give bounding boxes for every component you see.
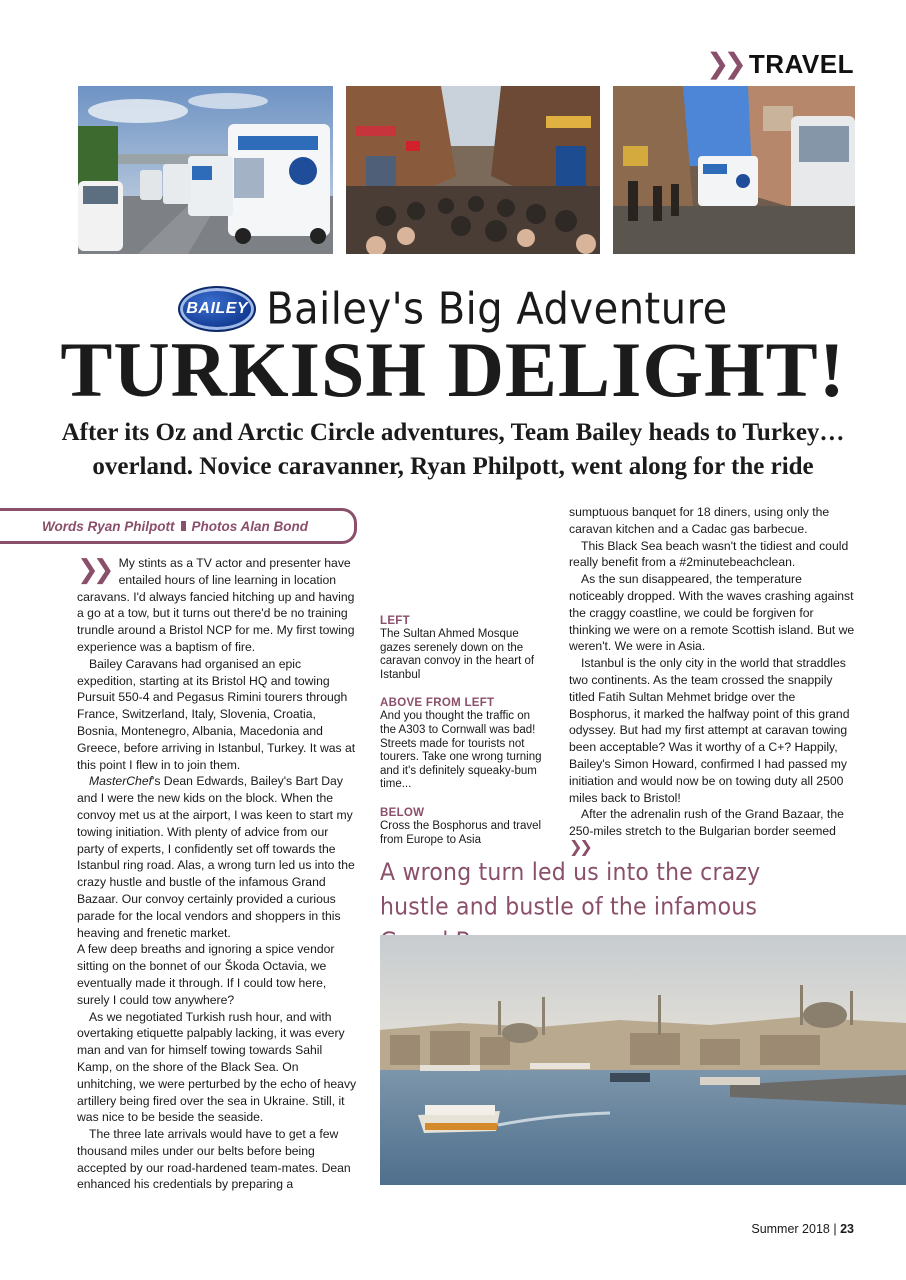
show-title: MasterChef	[89, 774, 152, 789]
caption-heading: LEFT	[380, 615, 410, 627]
body-paragraph-text: After the adrenalin rush of the Grand Bazaar, the 250-miles stretch to the Bulgarian border seemed	[569, 807, 844, 839]
body-paragraph: Bailey Caravans had organised an epic expedition, starting at its Bristol HQ and towing Pursuit 550-4 and Pegasus Rimini tourers through France, Switzerland, Italy, Slovenia, Croatia, Bosnia, Montenegro, Albania, Macedonia and Greece, before arriving in Istanbul, Turkey. It was at this point I flew in to join them.	[77, 656, 356, 772]
standfirst: After its Oz and Arctic Circle adventures, Team Bailey heads to Turkey… overland. Novice caravanner, Ryan Philpott, went along for the ride	[61, 419, 845, 480]
caption-heading: BELOW	[380, 806, 425, 819]
byline-photos: Photos Alan Bond	[191, 518, 308, 534]
body-paragraph-text: 's Dean Edwards, Bailey's Bart Day and I were the new kids on the block. When the convoy met us at the airport, I was keen to start my towing initiation. With plenty of advice from our party of experts, I confidently set off towards the Istanbul ring road. Alas, a wrong turn led us into the crazy hustle and bustle of the infamous Grand Bazaar. Our convoy certainly provided a curious parade for the local vendors and shoppers in this heaving and frenetic market.	[77, 774, 355, 940]
body-paragraph	[77, 773, 357, 941]
body-paragraph-text: My stints as a TV actor and presenter have entailed hours of line learning in location caravans. I'd always fancied hitching up and having a go at a tow, but it turns out there'd be no training trundle around a Bristol NCP for me. My first towing experience was a baptism of fire.	[77, 556, 355, 654]
body-paragraph: A few deep breaths and ignoring a spice vendor sitting on the bonnet of our Škoda Octavia, we eventually made it through. If I could tow here, surely I could tow anywhere?	[77, 942, 335, 1007]
body-paragraph	[569, 806, 855, 856]
caption-heading: ABOVE FROM LEFT	[380, 697, 495, 710]
body-column-3	[569, 504, 855, 857]
photo-caravan-narrow-street	[613, 86, 855, 254]
series-title: Bailey's Big Adventure	[266, 283, 728, 335]
page-footer	[751, 1222, 854, 1236]
continued-chevron-icon: ❯❯	[569, 838, 590, 856]
photo-captions	[380, 614, 548, 861]
byline	[0, 508, 357, 544]
photo-grand-bazaar-street	[346, 86, 600, 254]
bailey-logo-text: BAILEY	[186, 300, 249, 317]
body-paragraph: This Black Sea beach wasn't the tidiest and could really benefit from a #2minutebeachclean.	[569, 538, 849, 570]
body-paragraph: As the sun disappeared, the temperature noticeably dropped. With the waves crashing against the craggy coastline, we could be forgiven for thinking we were on a remote Scottish island. But we weren't. We were in Asia.	[569, 572, 855, 654]
chevron-right-icon: ❯❯	[706, 48, 741, 79]
body-paragraph: As we negotiated Turkish rush hour, and with overtaking etiquette palpably lacking, it was every man and van for himself towing towards Sahil Kamp, on the shore of the Black Sea. On unhitching, we were perturbed by the echo of heavy artillery being fired over the sea in Ukraine. Still, it was nice to be beside the seaside.	[77, 1009, 357, 1125]
photo-caravan-convoy	[78, 86, 333, 254]
body-paragraph	[77, 555, 357, 656]
body-column-1	[77, 555, 357, 1193]
page-number: 23	[840, 1222, 854, 1236]
caption-text: Cross the Bosphorus and travel from Europe to Asia	[380, 819, 542, 846]
byline-separator	[181, 521, 186, 531]
byline-words: Words Ryan Philpott	[41, 518, 175, 534]
body-paragraph: Istanbul is the only city in the world that straddles two continents. As the team crossed the snappily titled Fatih Sultan Mehmet bridge over the Bosphorus, it marked the halfway point of this grand odyssey. But had my first attempt at caravan towing been acceptable? Was it worthy of a C+? Happily, Bailey's Simon Howard, confirmed I had passed my initiation and would now be on towing duty all 2500 miles back to Bristol!	[569, 656, 850, 805]
body-paragraph: sumptuous banquet for 18 diners, using only the caravan kitchen and a Cadac gas barbecue.	[569, 505, 830, 536]
caption-text: And you thought the traffic on the A303 to Cornwall was bad! Streets made for tourists not tourers. Take one wrong turning and it's definitely squeaky-bum time...	[380, 710, 542, 791]
folio-separator: |	[833, 1222, 837, 1236]
caption-text: The Sultan Ahmed Mosque gazes serenely down on the caravan convoy in the heart of Istanbul	[380, 628, 535, 681]
chevron-right-icon: ❯❯	[77, 554, 109, 584]
body-paragraph: The three late arrivals would have to get a few thousand miles under our belts before being accepted by our road-hardened team-mates. Dean enhanced his credentials by preparing a	[77, 1127, 351, 1192]
pull-quote: A wrong turn led us into the crazy hustle and bustle of the infamous	[380, 859, 761, 921]
section-tag	[706, 50, 854, 78]
headline: TURKISH DELIGHT!	[60, 326, 846, 413]
photo-bosphorus-istanbul	[380, 935, 906, 1185]
issue-date: Summer 2018	[751, 1222, 830, 1236]
section-label: TRAVEL	[748, 49, 854, 79]
